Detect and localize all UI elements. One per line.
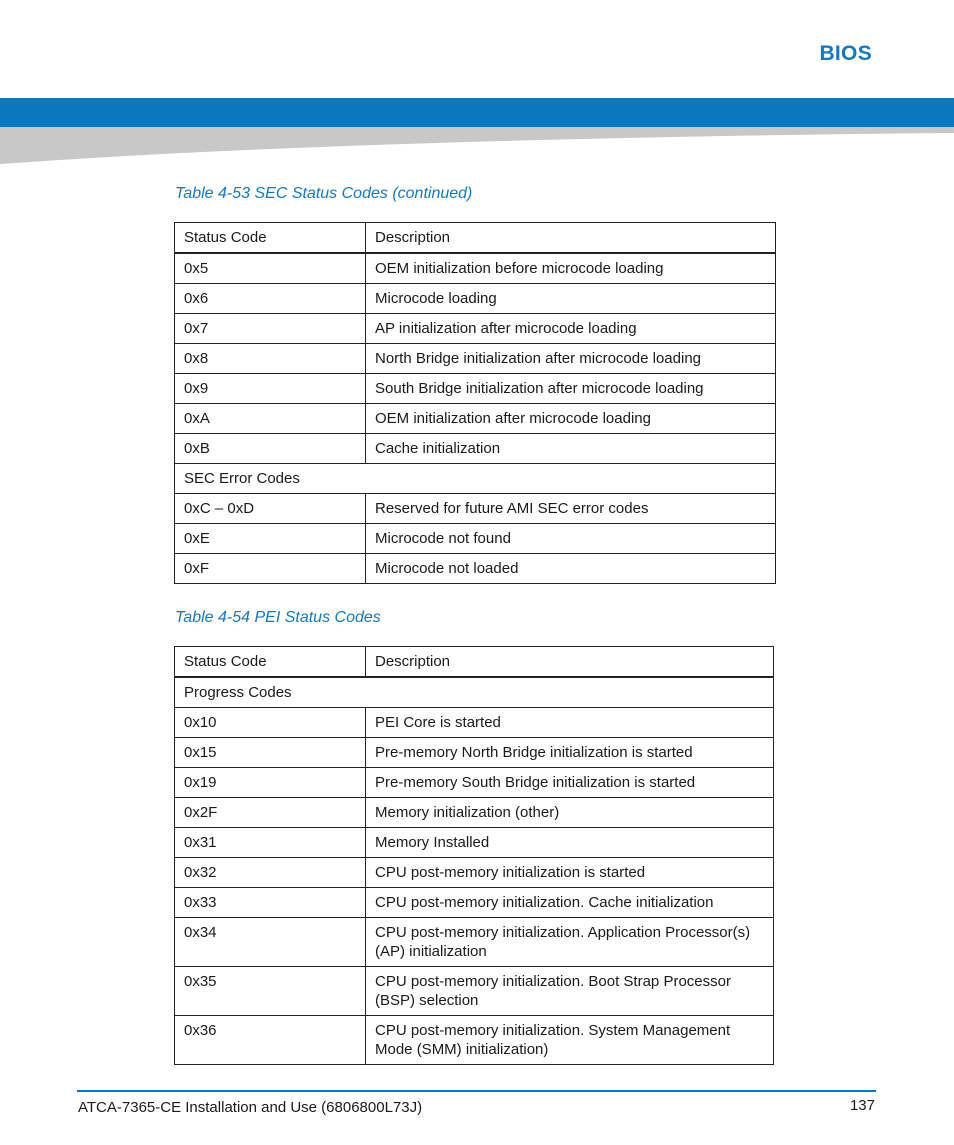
table-row <box>175 434 776 464</box>
table-caption: Table 4-53 SEC Status Codes (continued) <box>175 185 473 202</box>
status-code-cell: 0xF <box>175 554 366 584</box>
description-cell: North Bridge initialization after microcode loading <box>366 344 776 374</box>
column-header: Description <box>366 223 776 254</box>
description-cell: South Bridge initialization after microcode loading <box>366 374 776 404</box>
table-row <box>175 967 774 1016</box>
table-section-row <box>175 677 774 708</box>
description-cell: CPU post-memory initialization is started <box>366 858 774 888</box>
status-code-cell: 0x36 <box>175 1016 366 1065</box>
table-row <box>175 888 774 918</box>
status-code-cell: 0x19 <box>175 768 366 798</box>
status-code-cell: 0x31 <box>175 828 366 858</box>
table-row <box>175 1016 774 1065</box>
description-cell: Microcode loading <box>366 284 776 314</box>
table-header-row <box>175 647 774 678</box>
description-cell: Memory initialization (other) <box>366 798 774 828</box>
status-code-cell: 0x2F <box>175 798 366 828</box>
table-caption: Table 4-54 PEI Status Codes <box>175 609 381 626</box>
footer-doc-title: ATCA-7365-CE Installation and Use (6806800L73J) <box>78 1099 423 1116</box>
pei-status-table <box>174 646 774 1065</box>
table-row <box>175 374 776 404</box>
table-row <box>175 554 776 584</box>
sec-status-table <box>174 222 776 584</box>
description-cell: Reserved for future AMI SEC error codes <box>366 494 776 524</box>
table-row <box>175 404 776 434</box>
description-cell: Memory Installed <box>366 828 774 858</box>
table-row <box>175 344 776 374</box>
status-code-cell: 0xA <box>175 404 366 434</box>
status-code-cell: 0x33 <box>175 888 366 918</box>
description-cell: CPU post-memory initialization. Boot Strap Processor (BSP) selection <box>366 967 774 1016</box>
status-code-cell: 0x35 <box>175 967 366 1016</box>
table-row <box>175 798 774 828</box>
table-row <box>175 858 774 888</box>
footer-rule <box>77 1090 876 1092</box>
status-code-cell: 0x10 <box>175 708 366 738</box>
status-code-cell: 0x9 <box>175 374 366 404</box>
description-cell: CPU post-memory initialization. System Management Mode (SMM) initialization) <box>366 1016 774 1065</box>
description-cell: PEI Core is started <box>366 708 774 738</box>
table-row <box>175 314 776 344</box>
column-header: Description <box>366 647 774 678</box>
header-pattern <box>0 0 954 98</box>
section-label-cell: Progress Codes <box>175 677 774 708</box>
header-swoosh <box>0 127 954 167</box>
table-row <box>175 284 776 314</box>
description-cell: OEM initialization after microcode loading <box>366 404 776 434</box>
status-code-cell: 0xB <box>175 434 366 464</box>
table-row <box>175 768 774 798</box>
status-code-cell: 0x6 <box>175 284 366 314</box>
table-row <box>175 918 774 967</box>
status-code-cell: 0x15 <box>175 738 366 768</box>
table-row <box>175 708 774 738</box>
page-number: 137 <box>849 1097 875 1114</box>
status-code-cell: 0x34 <box>175 918 366 967</box>
description-cell: Microcode not loaded <box>366 554 776 584</box>
status-code-cell: 0x7 <box>175 314 366 344</box>
table-row <box>175 494 776 524</box>
description-cell: CPU post-memory initialization. Cache initialization <box>366 888 774 918</box>
table-row <box>175 738 774 768</box>
status-code-cell: 0xC – 0xD <box>175 494 366 524</box>
status-code-cell: 0x5 <box>175 253 366 284</box>
section-title: BIOS <box>819 42 872 65</box>
description-cell: Microcode not found <box>366 524 776 554</box>
description-cell: Cache initialization <box>366 434 776 464</box>
description-cell: Pre-memory North Bridge initialization is started <box>366 738 774 768</box>
description-cell: OEM initialization before microcode loading <box>366 253 776 284</box>
table-row <box>175 828 774 858</box>
header-bar <box>0 98 954 127</box>
status-code-cell: 0xE <box>175 524 366 554</box>
section-label-cell: SEC Error Codes <box>175 464 776 494</box>
table-header-row <box>175 223 776 254</box>
status-code-cell: 0x8 <box>175 344 366 374</box>
column-header: Status Code <box>175 647 366 678</box>
description-cell: CPU post-memory initialization. Application Processor(s) (AP) initialization <box>366 918 774 967</box>
status-code-cell: 0x32 <box>175 858 366 888</box>
column-header: Status Code <box>175 223 366 254</box>
table-row <box>175 524 776 554</box>
table-section-row <box>175 464 776 494</box>
table-row <box>175 253 776 284</box>
description-cell: Pre-memory South Bridge initialization is started <box>366 768 774 798</box>
description-cell: AP initialization after microcode loading <box>366 314 776 344</box>
